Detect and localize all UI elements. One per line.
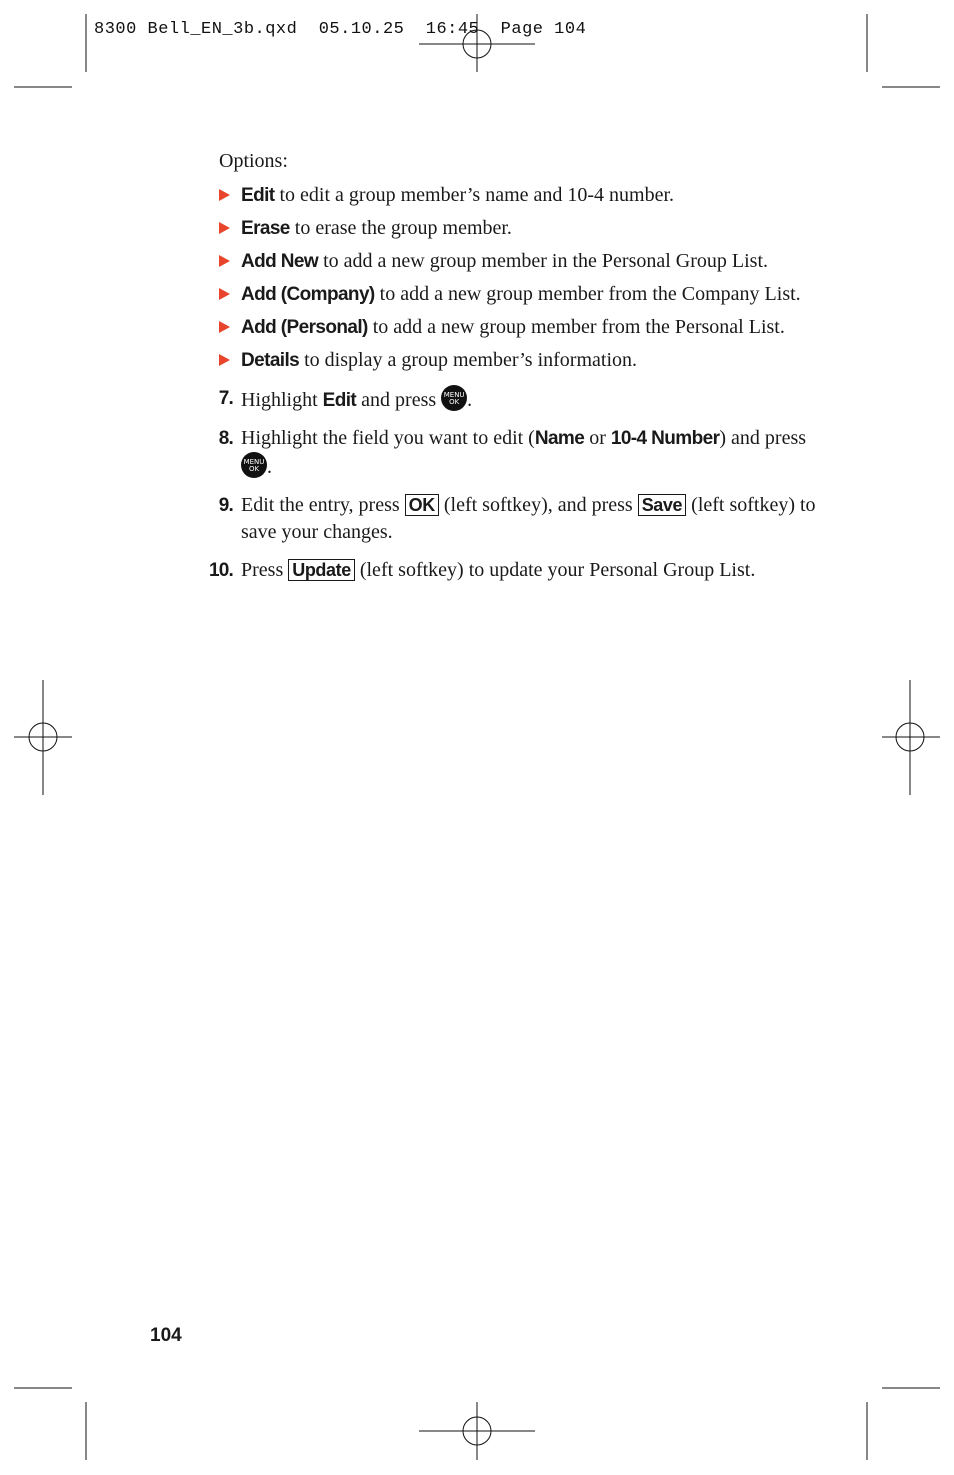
option-term: Details: [241, 350, 300, 371]
step-text: or: [584, 427, 611, 449]
registration-mark-bottom: [419, 1402, 535, 1460]
option-desc: to display a group member’s information.: [299, 349, 638, 371]
step-text: .: [467, 389, 473, 411]
option-add-new: [241, 248, 821, 275]
step-text: Highlight the field you want to edit (: [241, 427, 535, 449]
step-text: Press: [241, 559, 289, 581]
options-heading: Options:: [219, 150, 288, 172]
option-desc: to add a new group member from the Personal List.: [367, 316, 785, 338]
option-term: Edit: [241, 185, 275, 206]
save-softkey-label: Save: [638, 494, 686, 516]
option-edit: [241, 182, 821, 209]
page-number: 104: [150, 1325, 182, 1346]
step-text: (left softkey) to save your changes.: [241, 494, 816, 543]
step-text: (left softkey) to update your Personal Group List.: [354, 559, 756, 581]
step-term: 10-4 Number: [610, 428, 720, 449]
step-8: [218, 425, 821, 481]
option-term: Erase: [241, 218, 290, 239]
step-text: Highlight: [241, 389, 323, 411]
option-term: Add New: [241, 251, 319, 272]
triangle-bullet-icon: [219, 321, 230, 333]
ok-softkey-label: OK: [405, 494, 439, 516]
option-add-personal: [241, 314, 821, 341]
step-number: 8.: [218, 428, 233, 449]
option-term: Add (Personal): [241, 317, 368, 338]
option-desc: to add a new group member from the Company List.: [374, 283, 801, 305]
menu-ok-label: MENU: [443, 391, 465, 399]
step-text: ) and press: [719, 427, 807, 449]
option-details: [241, 347, 821, 374]
option-erase: [241, 215, 821, 242]
registration-mark-left: [14, 680, 72, 795]
step-9: [218, 492, 821, 546]
menu-ok-label: OK: [449, 398, 460, 406]
update-softkey-label: Update: [288, 559, 355, 581]
registration-mark-right: [882, 680, 940, 795]
step-text: Edit the entry, press: [241, 494, 405, 516]
step-text: (left softkey), and press: [438, 494, 638, 516]
step-7: [218, 385, 821, 414]
step-text: and press: [356, 389, 442, 411]
step-10: [208, 557, 821, 584]
option-desc: to edit a group member’s name and 10-4 number.: [274, 184, 675, 206]
print-slug: 8300 Bell_EN_3b.qxd 05.10.25 16:45 Page 104: [94, 20, 587, 39]
step-term: Edit: [322, 390, 357, 411]
step-term: Name: [534, 428, 585, 449]
step-number: 10.: [208, 560, 233, 581]
option-term: Add (Company): [241, 284, 375, 305]
option-desc: to add a new group member in the Personal Group List.: [318, 250, 768, 272]
step-text: .: [267, 456, 272, 478]
option-add-company: [241, 281, 821, 308]
menu-ok-key-icon: [241, 452, 267, 478]
menu-ok-label: MENU: [243, 458, 265, 466]
triangle-bullet-icon: [219, 255, 230, 267]
option-desc: to erase the group member.: [289, 217, 512, 239]
triangle-bullet-icon: [219, 354, 230, 366]
step-number: 9.: [218, 495, 233, 516]
instructions-body: [208, 148, 821, 584]
menu-ok-label: OK: [248, 465, 260, 473]
registration-mark-top: [419, 14, 535, 72]
menu-ok-key-icon: [441, 385, 467, 411]
triangle-bullet-icon: [219, 222, 230, 234]
triangle-bullet-icon: [219, 288, 230, 300]
triangle-bullet-icon: [219, 189, 230, 201]
step-number: 7.: [218, 388, 233, 409]
